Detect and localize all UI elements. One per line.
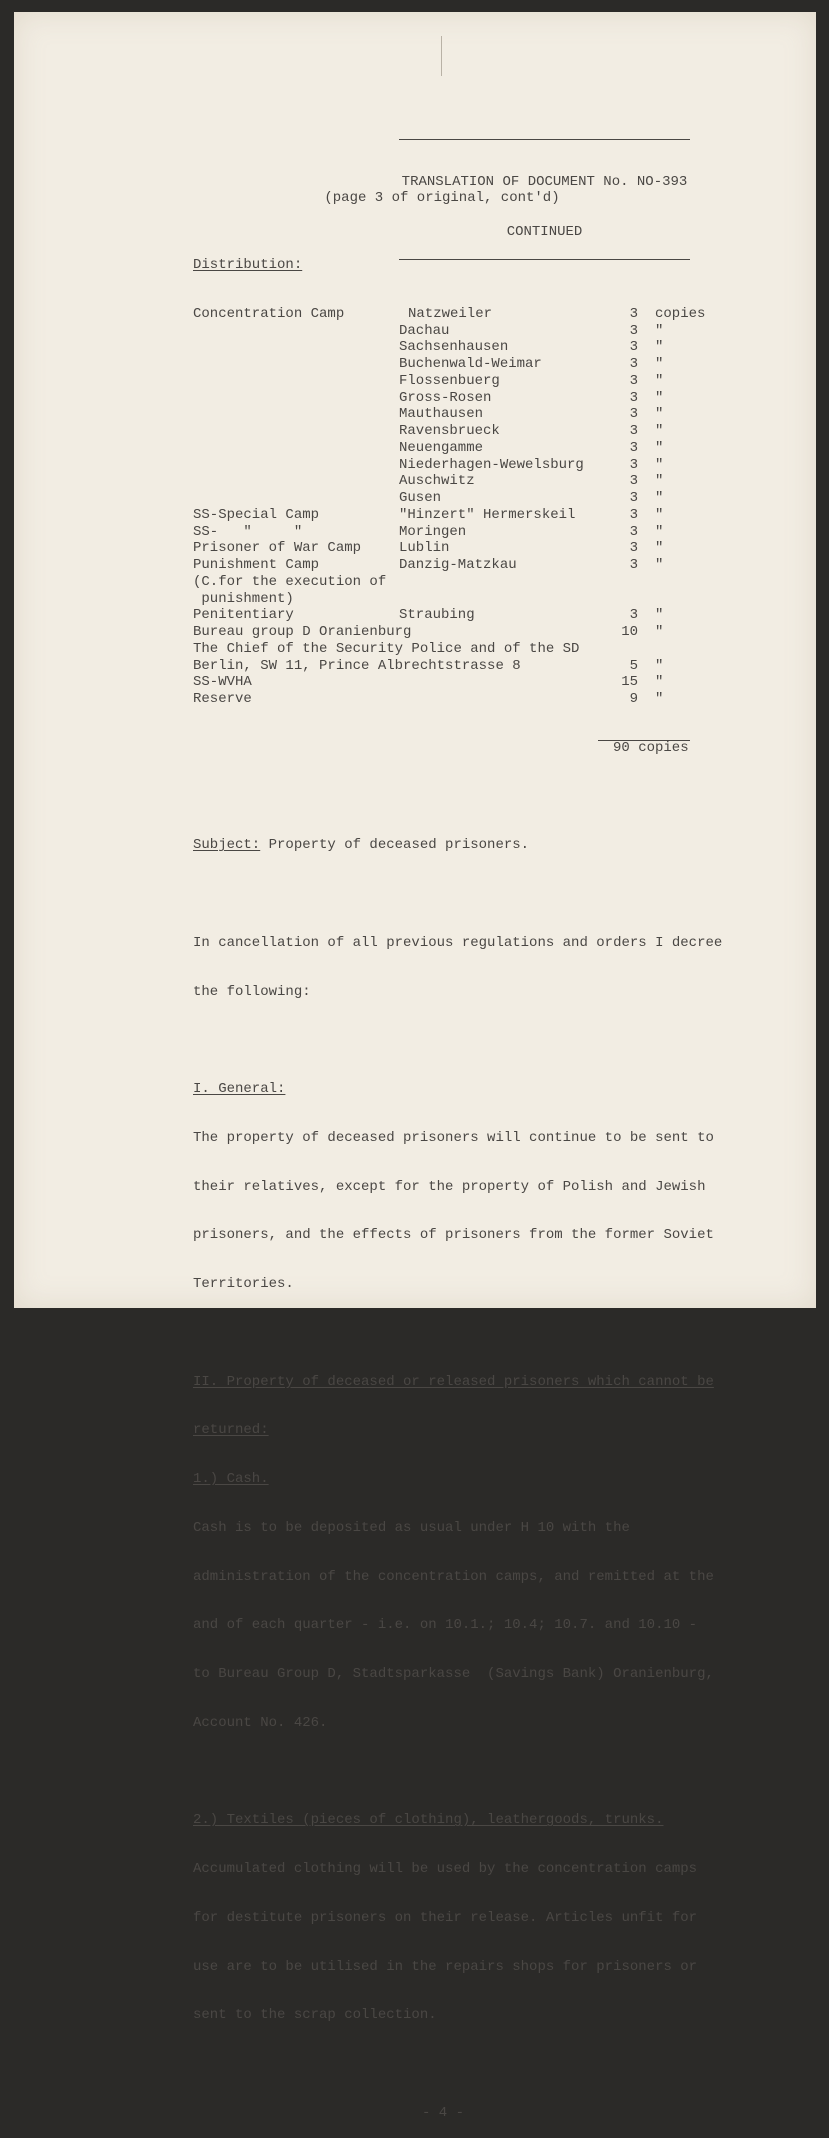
distribution-row <box>193 641 733 658</box>
distribution-row <box>193 390 733 407</box>
distribution-row <box>193 591 733 608</box>
distribution-unit: " <box>655 356 664 372</box>
distribution-unit: " <box>655 691 664 707</box>
cash-line: Account No. 426. <box>193 1714 328 1731</box>
distribution-place: Lublin <box>399 540 450 557</box>
distribution-unit: " <box>655 540 664 557</box>
distribution-place: Dachau <box>399 322 450 339</box>
distribution-place: Gross-Rosen <box>399 389 492 406</box>
distribution-count: 3 <box>629 389 638 406</box>
section1-line: Territories. <box>193 1276 294 1292</box>
distribution-row <box>193 524 733 541</box>
distribution-count: 3 <box>629 372 638 389</box>
distribution-row <box>193 624 733 641</box>
distribution-count: 3 <box>629 490 638 506</box>
distribution-count: 3 <box>629 607 638 624</box>
textiles-line: Accumulated clothing will be used by the concentration camps <box>193 1861 698 1877</box>
distribution-row <box>193 323 733 340</box>
distribution-category: SS-WVHA <box>193 674 252 691</box>
distribution-row <box>193 658 733 675</box>
distribution-place: Ravensbrueck <box>399 423 500 439</box>
distribution-category: Prisoner of War Camp <box>193 540 362 557</box>
distribution-count: 3 <box>629 540 638 557</box>
distribution-unit: " <box>655 423 664 439</box>
distribution-unit: " <box>655 473 664 490</box>
section1-heading: I. General: <box>193 1081 286 1097</box>
distribution-category: (C.for the execution of <box>193 573 387 590</box>
distribution-row <box>193 507 733 524</box>
distribution-list <box>193 306 733 708</box>
distribution-total-row <box>193 740 733 757</box>
section2-heading: returned: <box>193 1422 269 1439</box>
document-body <box>193 225 733 2138</box>
distribution-count: 10 <box>621 624 638 640</box>
distribution-unit: " <box>655 607 664 624</box>
distribution-unit: copies <box>655 305 706 322</box>
intro-line: In cancellation of all previous regulations and orders I decree <box>193 934 723 951</box>
distribution-place: Gusen <box>399 490 442 506</box>
textiles-line: for destitute prisoners on their release. Articles unfit for <box>193 1909 698 1926</box>
distribution-row <box>193 423 733 440</box>
distribution-unit: " <box>655 557 664 573</box>
document-title: TRANSLATION OF DOCUMENT No. NO-393 <box>401 174 688 190</box>
distribution-row <box>193 574 733 591</box>
distribution-place: Natzweiler <box>408 305 493 322</box>
distribution-row <box>193 457 733 474</box>
cash-heading: 1.) Cash. <box>193 1471 269 1487</box>
distribution-row <box>193 440 733 457</box>
page-number: - 4 - <box>421 2104 464 2121</box>
distribution-count: 3 <box>629 423 638 439</box>
distribution-place: Neuengamme <box>399 439 484 456</box>
distribution-unit: " <box>655 523 664 540</box>
distribution-row <box>193 490 733 507</box>
distribution-row <box>193 557 733 574</box>
section2-heading: II. Property of deceased or released prisoners which cannot be <box>193 1373 714 1390</box>
cash-line: to Bureau Group D, Stadtsparkasse (Savings Bank) Oranienburg, <box>193 1666 714 1682</box>
distribution-category: Penitentiary <box>193 607 294 624</box>
distribution-unit: " <box>655 624 664 640</box>
distribution-place: Danzig-Matzkau <box>399 557 517 573</box>
distribution-count: 15 <box>621 674 638 691</box>
distribution-category: punishment) <box>193 590 294 607</box>
intro-line: the following: <box>193 983 311 1000</box>
distribution-count: 3 <box>629 557 638 573</box>
distribution-row <box>193 607 733 624</box>
distribution-category: The Chief of the Security Police and of the SD <box>193 640 580 657</box>
distribution-place: Mauthausen <box>399 406 484 423</box>
distribution-place: Straubing <box>399 607 475 624</box>
distribution-count: 3 <box>629 439 638 456</box>
distribution-unit: " <box>655 322 664 339</box>
distribution-row <box>193 373 733 390</box>
page-reference: (page 3 of original, cont'd) <box>324 190 560 206</box>
distribution-total: 90 copies <box>613 739 689 756</box>
distribution-category: SS- " " <box>193 523 303 540</box>
distribution-category: Reserve <box>193 691 252 707</box>
distribution-count: 3 <box>629 473 638 490</box>
subject-line <box>193 837 733 854</box>
distribution-row <box>193 540 733 557</box>
distribution-place: "Hinzert" Hermerskeil <box>399 506 576 523</box>
distribution-place: Buchenwald-Weimar <box>399 356 542 372</box>
section1-line: their relatives, except for the property of Polish and Jewish <box>193 1178 706 1195</box>
distribution-unit: " <box>655 674 664 691</box>
distribution-count: 3 <box>629 356 638 372</box>
cash-line: Cash is to be deposited as usual under H 10 with the <box>193 1519 630 1536</box>
distribution-count: 3 <box>629 322 638 339</box>
distribution-unit: " <box>655 339 664 356</box>
subject-label: Subject: <box>193 837 261 854</box>
distribution-category: Berlin, SW 11, Prince Albrechtstrasse 8 <box>193 657 521 674</box>
distribution-count: 3 <box>629 456 638 473</box>
distribution-count: 3 <box>629 523 638 540</box>
distribution-heading: Distribution: <box>193 257 303 273</box>
distribution-unit: " <box>655 372 664 389</box>
distribution-count: 3 <box>629 339 638 356</box>
distribution-count: 3 <box>629 506 638 523</box>
distribution-unit: " <box>655 439 664 456</box>
section1-line: prisoners, and the effects of prisoners from the former Soviet <box>193 1227 714 1244</box>
distribution-row <box>193 406 733 423</box>
section1-line: The property of deceased prisoners will continue to be sent to <box>193 1129 714 1146</box>
distribution-place: Moringen <box>399 523 467 540</box>
page-crease <box>441 36 442 76</box>
distribution-unit: " <box>655 406 664 423</box>
distribution-count: 5 <box>629 657 638 674</box>
distribution-unit: " <box>655 490 664 506</box>
distribution-category: SS-Special Camp <box>193 506 320 523</box>
cash-line: administration of the concentration camps, and remitted at the <box>193 1568 714 1585</box>
distribution-unit: " <box>655 456 664 473</box>
textiles-line: sent to the scrap collection. <box>193 2007 437 2024</box>
distribution-unit: " <box>655 506 664 523</box>
distribution-place: Auschwitz <box>399 473 475 490</box>
distribution-place: Flossenbuerg <box>399 372 500 389</box>
textiles-line: use are to be utilised in the repairs shops for prisoners or <box>193 1958 698 1975</box>
distribution-row <box>193 306 733 323</box>
distribution-place: Sachsenhausen <box>399 339 509 356</box>
distribution-unit: " <box>655 389 664 406</box>
distribution-count: 9 <box>629 691 638 707</box>
cash-line: and of each quarter - i.e. on 10.1.; 10.4; 10.7. and 10.10 - <box>193 1617 698 1634</box>
distribution-row <box>193 473 733 490</box>
distribution-unit: " <box>655 657 664 674</box>
document-subtitle: CONTINUED <box>506 223 583 240</box>
distribution-row <box>193 674 733 691</box>
distribution-count: 3 <box>629 406 638 423</box>
distribution-row <box>193 356 733 373</box>
distribution-count: 3 <box>629 305 638 322</box>
distribution-row <box>193 691 733 708</box>
distribution-row <box>193 339 733 356</box>
distribution-place: Niederhagen-Wewelsburg <box>399 456 584 473</box>
distribution-category: Punishment Camp <box>193 557 320 573</box>
distribution-category: Bureau group D Oranienburg <box>193 624 412 640</box>
textiles-heading: 2.) Textiles (pieces of clothing), leathergoods, trunks. <box>193 1812 664 1829</box>
distribution-category: Concentration Camp <box>193 305 345 322</box>
subject-text: Property of deceased prisoners. <box>260 837 530 854</box>
